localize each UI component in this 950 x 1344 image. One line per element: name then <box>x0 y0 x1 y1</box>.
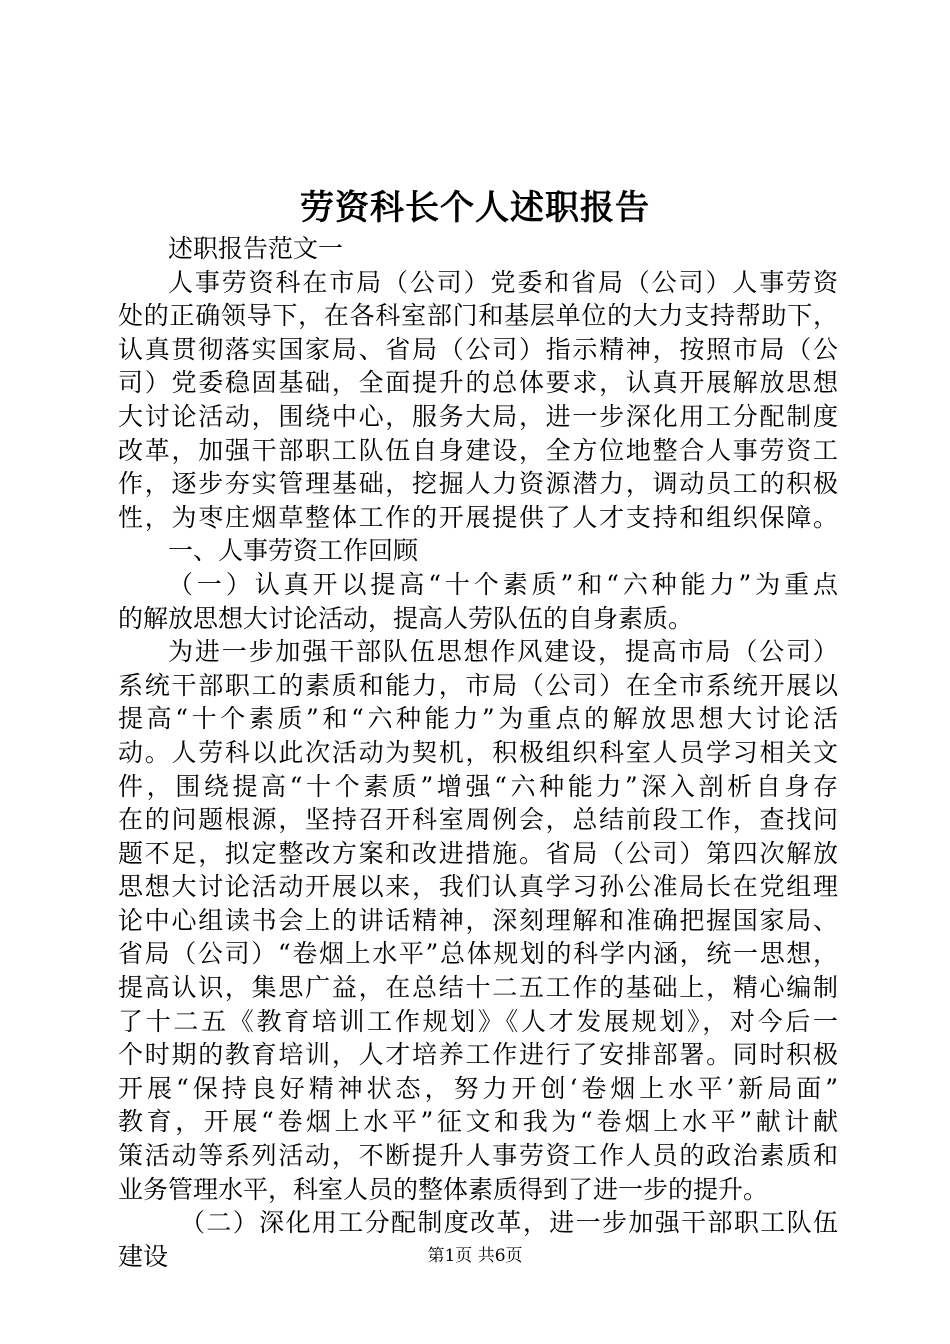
body-line: 性，为枣庄烟草整体工作的开展提供了人才支持和组织保障。 <box>118 502 838 532</box>
body-line: 认真贯彻落实国家局、省局（公司）指示精神，按照市局（公 <box>118 334 838 364</box>
body-line: 一、人事劳资工作回顾 <box>168 536 419 566</box>
body-line: 述职报告范文一 <box>168 234 344 263</box>
body-line: 作，逐步夯实管理基础，挖掘人力资源潜力，调动员工的积极 <box>118 469 838 499</box>
body-line: 大讨论活动，围绕中心，服务大局，进一步深化用工分配制度 <box>118 401 838 431</box>
body-line: 司）党委稳固基础，全面提升的总体要求，认真开展解放思想 <box>118 368 838 398</box>
document-body <box>118 232 838 1273</box>
body-line: 改革，加强干部职工队伍自身建设，全方位地整合人事劳资工 <box>118 435 838 465</box>
body-line: 了十二五《教育培训工作规划》《人才发展规划》，对今后一 <box>118 1006 838 1036</box>
body-line: 提高“十个素质”和“六种能力”为重点的解放思想大讨论活 <box>118 704 838 734</box>
body-line: 建设 <box>118 1241 169 1271</box>
body-line: 论中心组读书会上的讲话精神，深刻理解和准确把握国家局、 <box>118 905 838 935</box>
body-line: 件，围绕提高“十个素质”增强“六种能力”深入剖析自身存 <box>118 771 838 801</box>
body-line: 策活动等系列活动，不断提升人事劳资工作人员的政治素质和 <box>118 1141 838 1171</box>
body-line: 思想大讨论活动开展以来，我们认真学习孙公准局长在党组理 <box>118 872 838 902</box>
page-footer: 第1页 共6页 <box>427 1246 523 1266</box>
body-line: 题不足，拟定整改方案和改进措施。省局（公司）第四次解放 <box>118 838 838 868</box>
body-line: （一）认真开以提高“十个素质”和“六种能力”为重点 <box>168 569 838 599</box>
body-line: 处的正确领导下，在各科室部门和基层单位的大力支持帮助下， <box>118 301 838 331</box>
body-line: 人事劳资科在市局（公司）党委和省局（公司）人事劳资 <box>168 267 838 297</box>
body-line: 省局（公司）“卷烟上水平”总体规划的科学内涵，统一思想， <box>118 939 838 969</box>
body-line: 开展“保持良好精神状态，努力开创‘卷烟上水平’新局面” <box>118 1073 838 1103</box>
body-line: 系统干部职工的素质和能力，市局（公司）在全市系统开展以 <box>118 670 838 700</box>
body-line: 提高认识，集思广益，在总结十二五工作的基础上，精心编制 <box>118 973 838 1003</box>
body-line: 在的问题根源，坚持召开科室周例会，总结前段工作，查找问 <box>118 805 838 835</box>
body-line: 业务管理水平，科室人员的整体素质得到了进一步的提升。 <box>118 1174 769 1204</box>
body-line: 个时期的教育培训，人才培养工作进行了安排部署。同时积极 <box>118 1040 838 1070</box>
body-line: 为进一步加强干部队伍思想作风建设，提高市局（公司） <box>168 637 838 667</box>
body-line: 动。人劳科以此次活动为契机，积极组织科室人员学习相关文 <box>118 737 838 767</box>
body-line: 的解放思想大讨论活动，提高人劳队伍的自身素质。 <box>118 603 694 633</box>
document-title: 劳资科长个人述职报告 <box>300 188 650 228</box>
body-line: （二）深化用工分配制度改革，进一步加强干部职工队伍 <box>180 1208 838 1238</box>
body-line: 教育，开展“卷烟上水平”征文和我为“卷烟上水平”献计献 <box>118 1107 838 1137</box>
